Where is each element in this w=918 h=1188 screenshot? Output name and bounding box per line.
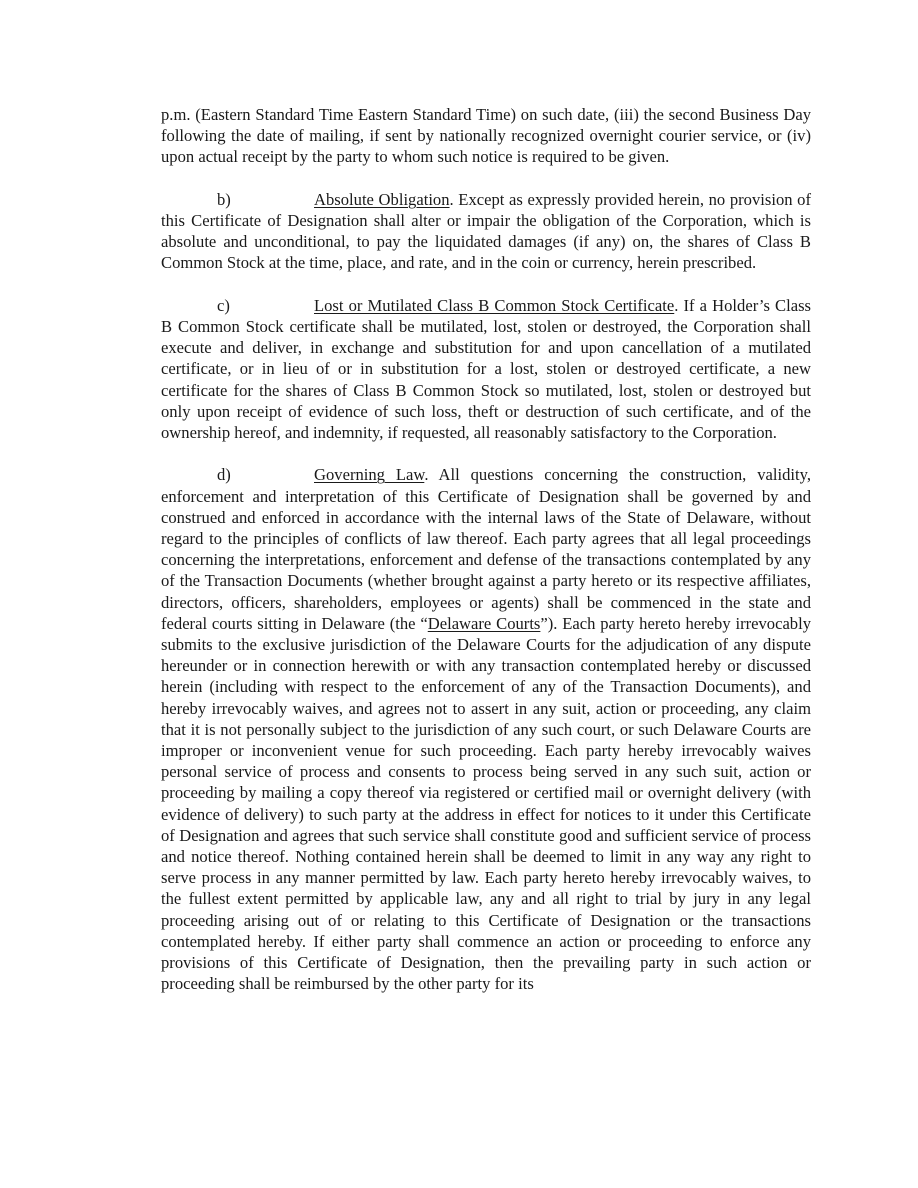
section-c-label: c): [217, 295, 230, 315]
section-d-label: d): [217, 465, 231, 485]
section-d-paragraph: [161, 464, 811, 994]
paragraph-spacer: [161, 168, 811, 189]
section-c-paragraph: [161, 295, 811, 443]
section-d-heading: Governing Law: [314, 465, 425, 485]
document-page: [161, 104, 811, 994]
paragraph-spacer: [161, 443, 811, 464]
section-b-paragraph: [161, 189, 811, 274]
section-b-body: . Except as expressly provided herein, no provision of this Certificate of Designation shall alter or impair the obligation of the Corporation, which is absolute and unconditional, to pay the liquidated damages (if any) on, the shares of Class B Common Stock at the time, place, and rate, and in the coin or currency, herein prescribed.: [161, 189, 811, 273]
section-d-body-part1: . All questions concerning the construction, validity, enforcement and interpretation of this Certificate of Designation shall be governed by and construed and enforced in accordance with the internal laws of the State of Delaware, without regard to the principles of conflicts of law thereof. Each party agrees that all legal proceedings concerning the interpretations, enforcement and defense of the transactions contemplated by any of the Transaction Documents (whether brought against a party hereto or its respective affiliates, directors, officers, shareholders, employees or agents) shall be commenced in the state and federal courts sitting in Delaware (the “: [161, 465, 811, 633]
section-b-heading: Absolute Obligation: [314, 189, 450, 209]
section-c-heading: Lost or Mutilated Class B Common Stock Certificate: [314, 295, 675, 315]
paragraph-spacer: [161, 274, 811, 295]
section-c-body: . If a Holder’s Class B Common Stock certificate shall be mutilated, lost, stolen or destroyed, the Corporation shall execute and deliver, in exchange and substitution for and upon cancellation of a mutilated certificate, or in lieu of or in substitution for a lost, stolen or destroyed certificate, a new certificate for the shares of Class B Common Stock so mutilated, lost, stolen or destroyed but only upon receipt of evidence of such loss, theft or destruction of such certificate, and of the ownership hereof, and indemnity, if requested, all reasonably satisfactory to the Corporation.: [161, 295, 811, 443]
continuation-paragraph: p.m. (Eastern Standard Time Eastern Standard Time) on such date, (iii) the second Business Day following the date of mailing, if sent by nationally recognized overnight courier service, or (iv) upon actual receipt by the party to whom such notice is required to be given.: [161, 105, 811, 167]
section-d-body-part2: ”). Each party hereto hereby irrevocably submits to the exclusive jurisdiction of the Delaware Courts for the adjudication of any dispute hereunder or in connection herewith or with any transaction contemplated hereby or discussed herein (including with respect to the enforcement of any of the Transaction Documents), and hereby irrevocably waives, and agrees not to assert in any suit, action or proceeding, any claim that it is not personally subject to the jurisdiction of any such court, or such Delaware Courts are improper or inconvenient venue for such proceeding. Each party hereby irrevocably waives personal service of process and consents to process being served in any such suit, action or proceeding by mailing a copy thereof via registered or certified mail or overnight delivery (with evidence of delivery) to such party at the address in effect for notices to it under this Certificate of Designation and agrees that such service shall constitute good and sufficient service of process and notice thereof. Nothing contained herein shall be deemed to limit in any way any right to serve process in any manner permitted by law. Each party hereto hereby irrevocably waives, to the fullest extent permitted by applicable law, any and all right to trial by jury in any legal proceeding arising out of or relating to this Certificate of Designation or the transactions contemplated hereby. If either party shall commence an action or proceeding to enforce any provisions of this Certificate of Designation, then the prevailing party in such action or proceeding shall be reimbursed by the other party for its: [161, 613, 812, 994]
delaware-courts-defined-term: Delaware Courts: [427, 613, 541, 633]
section-b-label: b): [217, 189, 231, 209]
